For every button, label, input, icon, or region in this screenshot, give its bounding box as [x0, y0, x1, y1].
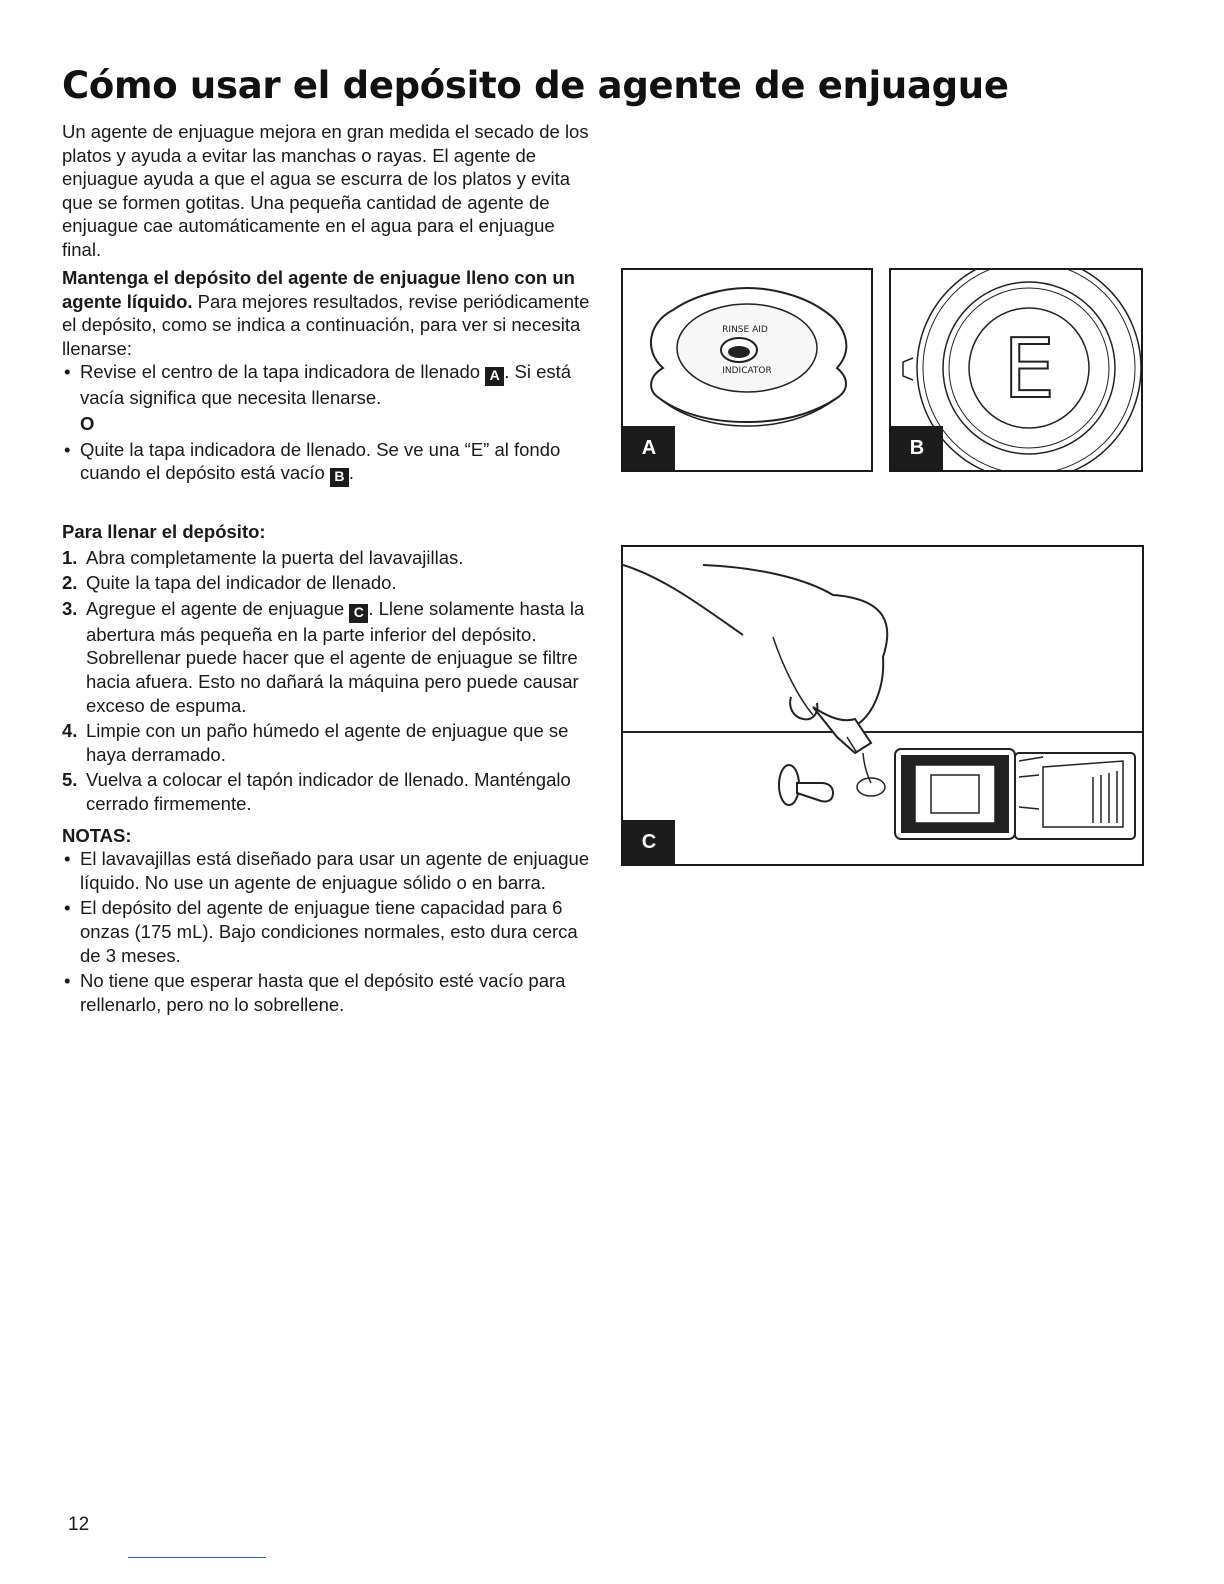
note-item: • No tiene que esperar hasta que el depósito esté vacío para rellenarlo, pero no lo sobrellene.: [62, 969, 592, 1016]
notes-list: [62, 847, 592, 1016]
notes-heading: NOTAS:: [62, 824, 132, 846]
step-item: 2. Quite la tapa del indicador de llenado.: [62, 572, 397, 594]
intro-paragraph: Un agente de enjuague mejora en gran medida el secado de los platos y ayuda a evitar las manchas o rayas. El agente de enjuague ayuda a que el agua se escurra de los platos y evita que se formen gotitas. Una pequeña cantidad de agente de enjuague cae automáticamente en el agua para el enjuague final.: [62, 121, 589, 260]
check-item-2: • Quite la tapa indicadora de llenado. Se ve una “E” al fondo cuando el depósito está vacío B .: [62, 438, 592, 488]
badge-a: A: [485, 367, 504, 386]
figure-a: [621, 268, 873, 472]
cap-text-top: RINSE AID: [722, 325, 768, 335]
step-item: 3. Agregue el agente de enjuague C . Llene solamente hasta la abertura más pequeña en la parte inferior del depósito. Sobrellenar puede hacer que el agente de enjuague se filtre hacia afuera. Esto no dañará la máquina pero puede causar exceso de espuma.: [62, 597, 585, 716]
figure-c-label: C: [623, 820, 675, 864]
intro-section: [62, 120, 592, 262]
badge-c: C: [349, 604, 368, 623]
fill-section: [62, 520, 592, 1016]
or-separator: O: [80, 412, 95, 434]
keep-full-paragraph: [62, 266, 592, 360]
figure-b: [889, 268, 1143, 472]
keep-full-bold: Mantenga el depósito del agente de enjuague lleno con un agente líquido.: [62, 267, 575, 312]
figure-c: [621, 545, 1144, 866]
step-item: 1. Abra completamente la puerta del lavavajillas.: [62, 546, 464, 568]
badge-b: B: [330, 468, 349, 487]
note-item: • El depósito del agente de enjuague tiene capacidad para 6 onzas (175 mL). Bajo condiciones normales, esto dura cerca de 3 meses.: [62, 896, 592, 967]
check-item-1: • Revise el centro de la tapa indicadora de llenado A . Si está vacía significa que necesita llenarse.: [62, 360, 592, 410]
keep-full-rest: Para mejores resultados, revise periódicamente el depósito, como se indica a continuación, para ver si necesita llenarse:: [62, 290, 590, 359]
footer-rule: [128, 1557, 266, 1558]
page-title: Cómo usar el depósito de agente de enjuague: [62, 64, 1009, 107]
page-number: 12: [68, 1514, 90, 1535]
figure-a-label: A: [623, 426, 675, 470]
fill-heading: Para llenar el depósito:: [62, 521, 266, 542]
check-list-2: [62, 438, 592, 488]
fill-steps: [62, 546, 592, 816]
keep-full-section: [62, 266, 592, 487]
fill-illustration: [623, 547, 1142, 864]
step-item: 4. Limpie con un paño húmedo el agente de enjuague que se haya derramado.: [62, 720, 569, 765]
step-item: 5. Vuelva a colocar el tapón indicador de llenado. Manténgalo cerrado firmemente.: [62, 769, 571, 814]
check-list: [62, 360, 592, 410]
e-letter: E: [1003, 322, 1055, 417]
note-item: • El lavavajillas está diseñado para usar un agente de enjuague líquido. No use un agente de enjuague sólido o en barra.: [62, 847, 592, 894]
cap-text-bottom: INDICATOR: [722, 366, 772, 376]
figure-b-label: B: [891, 426, 943, 470]
